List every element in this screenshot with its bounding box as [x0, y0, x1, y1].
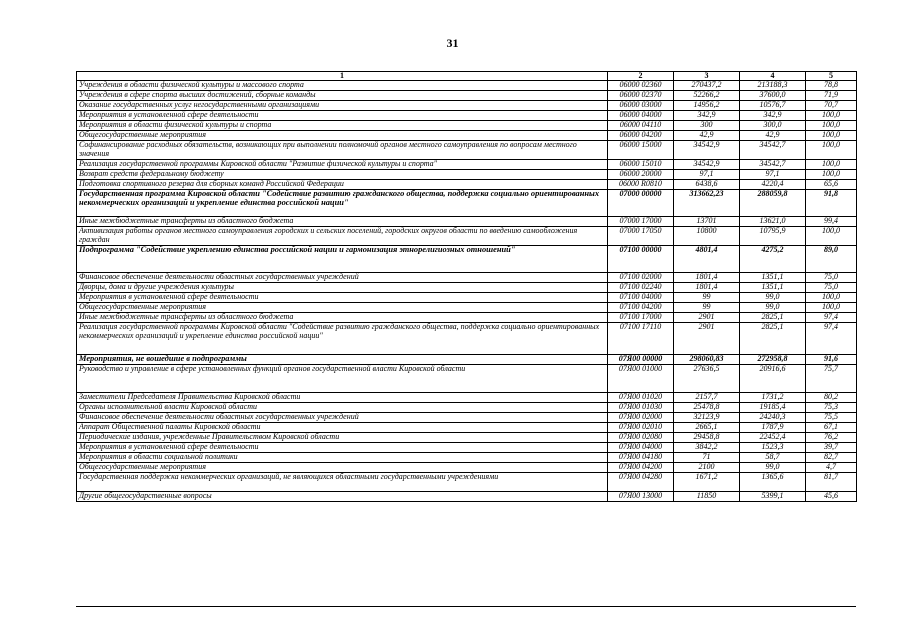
row-code-cell: 07Я00 04000 [608, 443, 674, 453]
table-row [77, 227, 857, 246]
row-name-cell: Органы исполнительной власти Кировской области [77, 403, 608, 413]
row-name-cell: Софинансирование расходных обязательств, возникающих при выполнении полномочий органов местного самоуправления по вопросам местного значения [77, 141, 608, 160]
row-plan-cell: 11850 [674, 492, 740, 502]
table-row [77, 403, 857, 413]
row-code-cell: 06000 04000 [608, 111, 674, 121]
row-percent-cell: 100,0 [806, 227, 857, 246]
row-percent-cell: 100,0 [806, 293, 857, 303]
row-plan-cell: 99 [674, 303, 740, 313]
row-code-cell: 06000 03000 [608, 101, 674, 111]
row-percent-cell: 99,4 [806, 217, 857, 227]
row-plan-cell: 27636,5 [674, 365, 740, 393]
row-code-cell: 06000 04110 [608, 121, 674, 131]
table-row [77, 111, 857, 121]
row-fact-cell: 1365,6 [740, 473, 806, 492]
header-cell-code: 2 [608, 72, 674, 81]
row-percent-cell: 100,0 [806, 160, 857, 170]
row-plan-cell: 1801,4 [674, 273, 740, 283]
row-name-cell: Государственная программа Кировской области "Содействие развитию гражданского общества, поддержка социально ориентированных некоммерческих организаций и укрепление единства российской нации" [77, 190, 608, 217]
row-plan-cell: 270437,2 [674, 81, 740, 91]
table-row [77, 323, 857, 355]
row-fact-cell: 342,9 [740, 111, 806, 121]
row-code-cell: 07100 04200 [608, 303, 674, 313]
row-plan-cell: 34542,9 [674, 141, 740, 160]
row-name-cell: Активизация работы органов местного самоуправления городских и сельских поселений, городских округов области по введению самообложения граждан [77, 227, 608, 246]
table-row [77, 433, 857, 443]
row-plan-cell: 2157,7 [674, 393, 740, 403]
row-plan-cell: 300 [674, 121, 740, 131]
row-name-cell: Дворцы, дома и другие учреждения культуры [77, 283, 608, 293]
row-name-cell: Мероприятия в области физической культуры и спорта [77, 121, 608, 131]
table-row [77, 131, 857, 141]
row-name-cell: Заместители Председателя Правительства Кировской области [77, 393, 608, 403]
row-fact-cell: 42,9 [740, 131, 806, 141]
row-percent-cell: 67,1 [806, 423, 857, 433]
row-percent-cell: 80,2 [806, 393, 857, 403]
row-fact-cell: 99,0 [740, 303, 806, 313]
row-fact-cell: 99,0 [740, 463, 806, 473]
table-row [77, 91, 857, 101]
table-row [77, 355, 857, 365]
table-row [77, 473, 857, 492]
row-plan-cell: 3842,2 [674, 443, 740, 453]
row-code-cell: 07Я00 13000 [608, 492, 674, 502]
row-percent-cell: 100,0 [806, 111, 857, 121]
table-row [77, 423, 857, 433]
row-name-cell: Возврат средств федеральному бюджету [77, 170, 608, 180]
row-code-cell: 06000 04200 [608, 131, 674, 141]
row-plan-cell: 298060,83 [674, 355, 740, 365]
row-name-cell: Периодические издания, учрежденные Правительством Кировской области [77, 433, 608, 443]
table-row [77, 190, 857, 217]
row-code-cell: 06000 20000 [608, 170, 674, 180]
row-percent-cell: 81,7 [806, 473, 857, 492]
row-code-cell: 06000 15000 [608, 141, 674, 160]
row-percent-cell: 65,6 [806, 180, 857, 190]
row-code-cell: 07Я00 04200 [608, 463, 674, 473]
row-code-cell: 06000 02360 [608, 81, 674, 91]
row-code-cell: 07100 17110 [608, 323, 674, 355]
row-name-cell: Иные межбюджетные трансферты из областного бюджета [77, 217, 608, 227]
row-plan-cell: 2100 [674, 463, 740, 473]
row-percent-cell: 4,7 [806, 463, 857, 473]
budget-execution-table [76, 71, 857, 502]
row-fact-cell: 37600,0 [740, 91, 806, 101]
row-fact-cell: 300,0 [740, 121, 806, 131]
row-fact-cell: 1523,3 [740, 443, 806, 453]
table-row [77, 443, 857, 453]
row-percent-cell: 78,8 [806, 81, 857, 91]
row-percent-cell: 76,2 [806, 433, 857, 443]
row-code-cell: 07Я00 01000 [608, 365, 674, 393]
table-row [77, 273, 857, 283]
row-plan-cell: 71 [674, 453, 740, 463]
row-name-cell: Мероприятия в установленной сфере деятельности [77, 111, 608, 121]
row-code-cell: 06000 R0810 [608, 180, 674, 190]
row-code-cell: 07000 17050 [608, 227, 674, 246]
row-name-cell: Общегосударственные мероприятия [77, 131, 608, 141]
row-percent-cell: 89,0 [806, 246, 857, 273]
row-plan-cell: 4801,4 [674, 246, 740, 273]
row-percent-cell: 100,0 [806, 131, 857, 141]
table-row [77, 246, 857, 273]
row-fact-cell: 272958,8 [740, 355, 806, 365]
row-code-cell: 07Я00 04180 [608, 453, 674, 463]
row-name-cell: Финансовое обеспечение деятельности областных государственных учреждений [77, 273, 608, 283]
bottom-rule [76, 606, 856, 607]
row-code-cell: 07100 02240 [608, 283, 674, 293]
row-percent-cell: 75,7 [806, 365, 857, 393]
row-fact-cell: 1351,1 [740, 283, 806, 293]
row-percent-cell: 100,0 [806, 303, 857, 313]
row-plan-cell: 2901 [674, 313, 740, 323]
table-row [77, 101, 857, 111]
row-fact-cell: 1351,1 [740, 273, 806, 283]
table-row [77, 463, 857, 473]
page-number: 31 [446, 36, 459, 50]
row-plan-cell: 29458,8 [674, 433, 740, 443]
row-fact-cell: 4220,4 [740, 180, 806, 190]
header-cell-fact: 4 [740, 72, 806, 81]
row-code-cell: 07Я00 02010 [608, 423, 674, 433]
table-row [77, 303, 857, 313]
table-header-row [77, 72, 857, 81]
row-fact-cell: 2825,1 [740, 313, 806, 323]
row-percent-cell: 100,0 [806, 170, 857, 180]
row-name-cell: Мероприятия, не вошедшие в подпрограммы [77, 355, 608, 365]
row-percent-cell: 100,0 [806, 141, 857, 160]
row-name-cell: Реализация государственной программы Кировской области "Содействие развитию гражданского общества, поддержка социально ориентированных некоммерческих организаций и укрепление единства российской нации" [77, 323, 608, 355]
row-plan-cell: 10800 [674, 227, 740, 246]
row-fact-cell: 10795,9 [740, 227, 806, 246]
row-plan-cell: 25478,8 [674, 403, 740, 413]
row-code-cell: 06000 15010 [608, 160, 674, 170]
row-name-cell: Реализация государственной программы Кировской области "Развитие физической культуры и спорта" [77, 160, 608, 170]
row-code-cell: 07100 17000 [608, 313, 674, 323]
table-row [77, 81, 857, 91]
row-plan-cell: 313662,23 [674, 190, 740, 217]
row-code-cell: 07Я00 01020 [608, 393, 674, 403]
row-name-cell: Общегосударственные мероприятия [77, 303, 608, 313]
row-percent-cell: 97,4 [806, 313, 857, 323]
row-plan-cell: 2901 [674, 323, 740, 355]
row-percent-cell: 91,6 [806, 355, 857, 365]
row-code-cell: 07Я00 00000 [608, 355, 674, 365]
table-row [77, 293, 857, 303]
row-fact-cell: 34542,7 [740, 141, 806, 160]
row-name-cell: Подготовка спортивного резерва для сборных команд Российской Федерации [77, 180, 608, 190]
row-percent-cell: 75,3 [806, 403, 857, 413]
row-name-cell: Аппарат Общественной палаты Кировской области [77, 423, 608, 433]
row-fact-cell: 22452,4 [740, 433, 806, 443]
row-code-cell: 07Я00 01030 [608, 403, 674, 413]
table-row [77, 170, 857, 180]
table-row [77, 492, 857, 502]
table-row [77, 365, 857, 393]
row-fact-cell: 99,0 [740, 293, 806, 303]
row-percent-cell: 82,7 [806, 453, 857, 463]
row-name-cell: Мероприятия в области социальной политики [77, 453, 608, 463]
row-code-cell: 07100 00000 [608, 246, 674, 273]
table-row [77, 180, 857, 190]
row-percent-cell: 75,0 [806, 273, 857, 283]
row-percent-cell: 39,7 [806, 443, 857, 453]
row-code-cell: 07Я00 02080 [608, 433, 674, 443]
row-name-cell: Учреждения в сфере спорта высших достижений, сборные команды [77, 91, 608, 101]
row-plan-cell: 14956,2 [674, 101, 740, 111]
row-plan-cell: 13701 [674, 217, 740, 227]
row-plan-cell: 1801,4 [674, 283, 740, 293]
row-fact-cell: 288059,8 [740, 190, 806, 217]
row-plan-cell: 32123,9 [674, 413, 740, 423]
row-code-cell: 07000 00000 [608, 190, 674, 217]
row-name-cell: Финансовое обеспечение деятельности областных государственных учреждений [77, 413, 608, 423]
row-code-cell: 07000 17000 [608, 217, 674, 227]
header-cell-percent: 5 [806, 72, 857, 81]
row-name-cell: Мероприятия в установленной сфере деятельности [77, 443, 608, 453]
row-name-cell: Руководство и управление в сфере установленных функций органов государственной власти Кировской области [77, 365, 608, 393]
row-name-cell: Учреждения в области физической культуры и массового спорта [77, 81, 608, 91]
row-percent-cell: 70,7 [806, 101, 857, 111]
table-row [77, 453, 857, 463]
row-percent-cell: 75,0 [806, 283, 857, 293]
row-plan-cell: 42,9 [674, 131, 740, 141]
header-cell-plan: 3 [674, 72, 740, 81]
row-fact-cell: 97,1 [740, 170, 806, 180]
row-plan-cell: 2665,1 [674, 423, 740, 433]
row-name-cell: Подпрограмма "Содействие укреплению единства российской нации и гармонизация этнорелигиозных отношений" [77, 246, 608, 273]
row-code-cell: 07Я00 02000 [608, 413, 674, 423]
row-plan-cell: 6438,6 [674, 180, 740, 190]
row-fact-cell: 13621,0 [740, 217, 806, 227]
row-percent-cell: 100,0 [806, 121, 857, 131]
table-row [77, 313, 857, 323]
row-name-cell: Мероприятия в установленной сфере деятельности [77, 293, 608, 303]
row-name-cell: Государственная поддержка некоммерческих организаций, не являющихся областными государственными учреждениями [77, 473, 608, 492]
row-fact-cell: 19185,4 [740, 403, 806, 413]
row-code-cell: 07100 02000 [608, 273, 674, 283]
table-row [77, 413, 857, 423]
row-fact-cell: 58,7 [740, 453, 806, 463]
row-plan-cell: 342,9 [674, 111, 740, 121]
row-percent-cell: 71,9 [806, 91, 857, 101]
row-fact-cell: 2825,1 [740, 323, 806, 355]
row-plan-cell: 52266,2 [674, 91, 740, 101]
row-code-cell: 07100 04000 [608, 293, 674, 303]
row-fact-cell: 24240,3 [740, 413, 806, 423]
row-percent-cell: 97,4 [806, 323, 857, 355]
row-fact-cell: 1787,9 [740, 423, 806, 433]
table-row [77, 121, 857, 131]
row-fact-cell: 10576,7 [740, 101, 806, 111]
table-row [77, 160, 857, 170]
row-fact-cell: 213188,3 [740, 81, 806, 91]
row-percent-cell: 91,8 [806, 190, 857, 217]
table-row [77, 283, 857, 293]
table-row [77, 217, 857, 227]
row-percent-cell: 45,6 [806, 492, 857, 502]
header-cell-name: 1 [77, 72, 608, 81]
row-fact-cell: 1731,2 [740, 393, 806, 403]
row-code-cell: 07Я00 04280 [608, 473, 674, 492]
row-plan-cell: 34542,9 [674, 160, 740, 170]
row-fact-cell: 4275,2 [740, 246, 806, 273]
table-row [77, 141, 857, 160]
row-plan-cell: 1671,2 [674, 473, 740, 492]
table-row [77, 393, 857, 403]
row-plan-cell: 99 [674, 293, 740, 303]
row-name-cell: Общегосударственные мероприятия [77, 463, 608, 473]
row-code-cell: 06000 02370 [608, 91, 674, 101]
row-fact-cell: 34542,7 [740, 160, 806, 170]
row-name-cell: Иные межбюджетные трансферты из областного бюджета [77, 313, 608, 323]
row-fact-cell: 20916,6 [740, 365, 806, 393]
row-percent-cell: 75,5 [806, 413, 857, 423]
row-fact-cell: 5399,1 [740, 492, 806, 502]
row-name-cell: Другие общегосударственные вопросы [77, 492, 608, 502]
row-name-cell: Оказание государственных услуг негосударственными организациями [77, 101, 608, 111]
row-plan-cell: 97,1 [674, 170, 740, 180]
